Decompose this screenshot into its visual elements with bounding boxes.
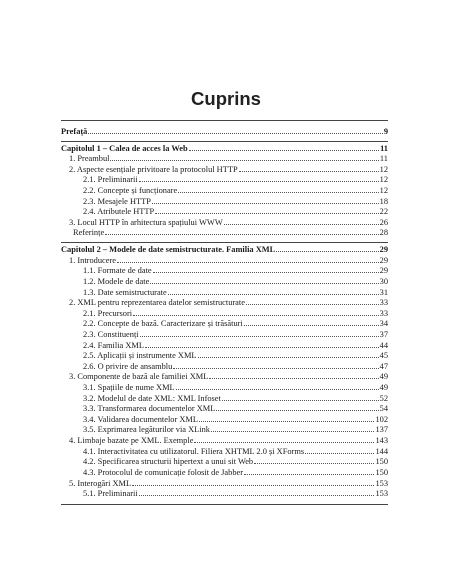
- dot-leader: [246, 303, 379, 305]
- toc-entry[interactable]: [61, 165, 388, 176]
- toc-entry-page: 12: [379, 186, 388, 196]
- toc-entry[interactable]: [61, 228, 388, 239]
- toc-entry-label: 3.3. Transformarea documentelor XML: [83, 404, 216, 414]
- table-of-contents: [61, 120, 388, 505]
- dot-leader: [216, 409, 378, 411]
- toc-entry-label: 1. Introducere: [69, 255, 116, 265]
- toc-entry[interactable]: [61, 207, 388, 218]
- dot-leader: [276, 250, 378, 252]
- toc-entry-page: 153: [375, 478, 388, 488]
- dot-leader: [189, 149, 379, 151]
- toc-entry[interactable]: [61, 362, 388, 373]
- toc-entry[interactable]: [61, 319, 388, 330]
- toc-entry[interactable]: [61, 404, 388, 415]
- toc-entry-label: Capitolul 1 – Calea de acces la Web: [61, 143, 188, 153]
- toc-entry-page: 28: [379, 228, 388, 238]
- chapter-2-block: [61, 242, 388, 500]
- dot-leader: [211, 430, 374, 432]
- toc-entry-page: 22: [379, 207, 388, 217]
- toc-entry[interactable]: [61, 266, 388, 277]
- dot-leader: [239, 170, 379, 172]
- toc-entry[interactable]: [61, 372, 388, 383]
- chapter-2-entries: [61, 256, 388, 500]
- toc-entry-label: 4.1. Interactivitatea cu utilizatorul. Filiera XHTML 2.0 și XForms: [83, 446, 305, 456]
- dot-leader: [145, 346, 379, 348]
- dot-leader: [209, 377, 378, 379]
- toc-entry-label: 2. XML pentru reprezentarea datelor semistructurate: [69, 298, 245, 308]
- toc-entry[interactable]: [61, 436, 388, 447]
- toc-entry-page: 9: [383, 127, 388, 136]
- toc-entry-label: Capitolul 2 – Modele de date semistructurate. Familia XML: [61, 245, 276, 255]
- toc-entry-label: 2.3. Constituenți: [83, 329, 139, 339]
- toc-entry-label: 2.4. Familia XML: [83, 340, 144, 350]
- toc-entry[interactable]: [61, 330, 388, 341]
- toc-entry-page: 29: [379, 266, 388, 276]
- dot-leader: [152, 202, 379, 204]
- dot-leader: [194, 441, 374, 443]
- dot-leader: [178, 191, 378, 193]
- toc-entry[interactable]: [61, 383, 388, 394]
- toc-entry-page: 34: [379, 319, 388, 329]
- dot-leader: [150, 282, 378, 284]
- toc-entry-page: 54: [379, 404, 388, 414]
- toc-entry-page: 12: [379, 175, 388, 185]
- toc-entry-label: 3. Componente de bază ale familiei XML: [69, 372, 209, 382]
- dot-leader: [155, 212, 378, 214]
- toc-entry-label: 3. Locul HTTP în arhitectura spațiului WWW: [69, 217, 223, 227]
- toc-entry-label: 3.2. Modelul de date XML: XML Infoset: [83, 393, 221, 403]
- toc-entry-label: 2.2. Concepte de bază. Caracterizare și trăsături: [83, 319, 243, 329]
- dot-leader: [244, 324, 379, 326]
- toc-entry[interactable]: [61, 175, 388, 186]
- toc-entry[interactable]: [61, 447, 388, 458]
- dot-leader: [88, 132, 382, 134]
- toc-entry-page: 31: [379, 287, 388, 297]
- toc-entry-page: 29: [379, 255, 388, 265]
- dot-leader: [133, 314, 379, 316]
- preface-block: [61, 125, 388, 138]
- toc-entry-label: 2.1. Preliminarii: [83, 175, 138, 185]
- toc-entry[interactable]: [61, 309, 388, 320]
- toc-entry-page: 47: [379, 361, 388, 371]
- toc-entry[interactable]: [61, 457, 388, 468]
- toc-entry[interactable]: [61, 415, 388, 426]
- toc-entry[interactable]: [61, 394, 388, 405]
- dot-leader: [173, 367, 378, 369]
- toc-entry-label: 5. Interogări XML: [69, 478, 132, 488]
- toc-entry-label: 2.5. Aplicații și instrumente XML: [83, 351, 197, 361]
- dot-leader: [198, 356, 379, 358]
- toc-entry-label: 3.5. Exprimarea legăturilor via XLink: [83, 425, 210, 435]
- toc-entry-label: 1.3. Date semistructurate: [83, 287, 167, 297]
- toc-entry-label: 2. Aspecte esențiale privitoare la protocolul HTTP: [69, 164, 238, 174]
- dot-leader: [153, 271, 379, 273]
- toc-entry-page: 33: [379, 308, 388, 318]
- toc-entry-page: 137: [375, 425, 388, 435]
- toc-entry-page: 11: [379, 154, 388, 164]
- toc-entry-label: 1.1. Formate de date: [83, 266, 152, 276]
- toc-entry-page: 26: [379, 217, 388, 227]
- toc-entry[interactable]: [61, 218, 388, 229]
- dot-leader: [140, 335, 379, 337]
- chapter-1-entries: [61, 154, 388, 239]
- toc-entry[interactable]: [61, 425, 388, 436]
- dot-leader: [199, 420, 374, 422]
- dot-leader: [117, 261, 379, 263]
- toc-entry-page: 49: [379, 372, 388, 382]
- toc-entry-label: Referințe: [73, 228, 105, 238]
- dot-leader: [132, 484, 374, 486]
- toc-entry-preface[interactable]: [61, 127, 388, 138]
- toc-entry-page: 52: [379, 393, 388, 403]
- toc-entry-label: 4.3. Protocolul de comunicație folosit de Jabber: [83, 467, 244, 477]
- toc-chapter-2-heading[interactable]: [61, 245, 388, 256]
- dot-leader: [222, 399, 379, 401]
- toc-entry[interactable]: [61, 341, 388, 352]
- toc-entry-label: 2.4. Atributele HTTP: [83, 207, 155, 217]
- toc-entry[interactable]: [61, 277, 388, 288]
- toc-entry-page: 44: [379, 340, 388, 350]
- toc-entry[interactable]: [61, 288, 388, 299]
- toc-entry-label: Prefață: [61, 127, 88, 136]
- toc-entry-page: 33: [379, 298, 388, 308]
- toc-entry-label: 2.6. O privire de ansamblu: [83, 361, 173, 371]
- toc-entry-label: 2.3. Mesajele HTTP: [83, 196, 151, 206]
- toc-entry-label: 5.1. Preliminarii: [83, 489, 138, 499]
- dot-leader: [139, 494, 375, 496]
- toc-entry-label: 1.2. Modele de date: [83, 276, 150, 286]
- toc-entry-label: 3.1. Spațiile de nume XML: [83, 383, 175, 393]
- toc-entry[interactable]: [61, 298, 388, 309]
- dot-leader: [244, 473, 374, 475]
- toc-chapter-1-heading[interactable]: [61, 144, 388, 155]
- chapter-1-block: [61, 141, 388, 239]
- toc-entry-page: 11: [380, 143, 388, 153]
- toc-entry-page: 102: [375, 414, 388, 424]
- toc-entry[interactable]: [61, 256, 388, 267]
- toc-entry-page: 150: [375, 457, 388, 467]
- dot-leader: [305, 452, 374, 454]
- toc-entry-page: 143: [375, 436, 388, 446]
- toc-entry-label: 2.1. Precursori: [83, 308, 133, 318]
- toc-entry-page: 30: [379, 276, 388, 286]
- page-title: Cuprins: [191, 88, 261, 109]
- toc-entry-label: 4.2. Specificarea structurii hipertext a unui sit Web: [83, 457, 254, 467]
- toc-entry-page: 18: [379, 196, 388, 206]
- dot-leader: [224, 223, 379, 225]
- toc-entry-page: 153: [375, 489, 388, 499]
- dot-leader: [139, 180, 379, 182]
- toc-entry[interactable]: [61, 479, 388, 490]
- dot-leader: [176, 388, 379, 390]
- dot-leader: [168, 293, 379, 295]
- toc-entry[interactable]: [61, 186, 388, 197]
- toc-entry-page: 49: [379, 383, 388, 393]
- toc-entry-label: 1. Preambul: [69, 154, 110, 164]
- toc-entry-page: 37: [379, 329, 388, 339]
- toc-entry-label: 4. Limbaje bazate pe XML. Exemple: [69, 436, 194, 446]
- toc-entry-label: 3.4. Validarea documentelor XML: [83, 414, 198, 424]
- dot-leader: [254, 462, 374, 464]
- toc-entry[interactable]: [61, 154, 388, 165]
- toc-entry-page: 150: [375, 467, 388, 477]
- toc-entry-label: 2.2. Concepte și funcționare: [83, 186, 178, 196]
- toc-entry[interactable]: [61, 489, 388, 500]
- dot-leader: [105, 233, 378, 235]
- toc-entry[interactable]: [61, 351, 388, 362]
- toc-entry-page: 45: [379, 351, 388, 361]
- dot-leader: [110, 159, 378, 161]
- toc-entry-page: 29: [379, 245, 388, 255]
- toc-entry-page: 12: [379, 164, 388, 174]
- toc-entry[interactable]: [61, 468, 388, 479]
- toc-entry-page: 144: [375, 446, 388, 456]
- toc-entry[interactable]: [61, 197, 388, 208]
